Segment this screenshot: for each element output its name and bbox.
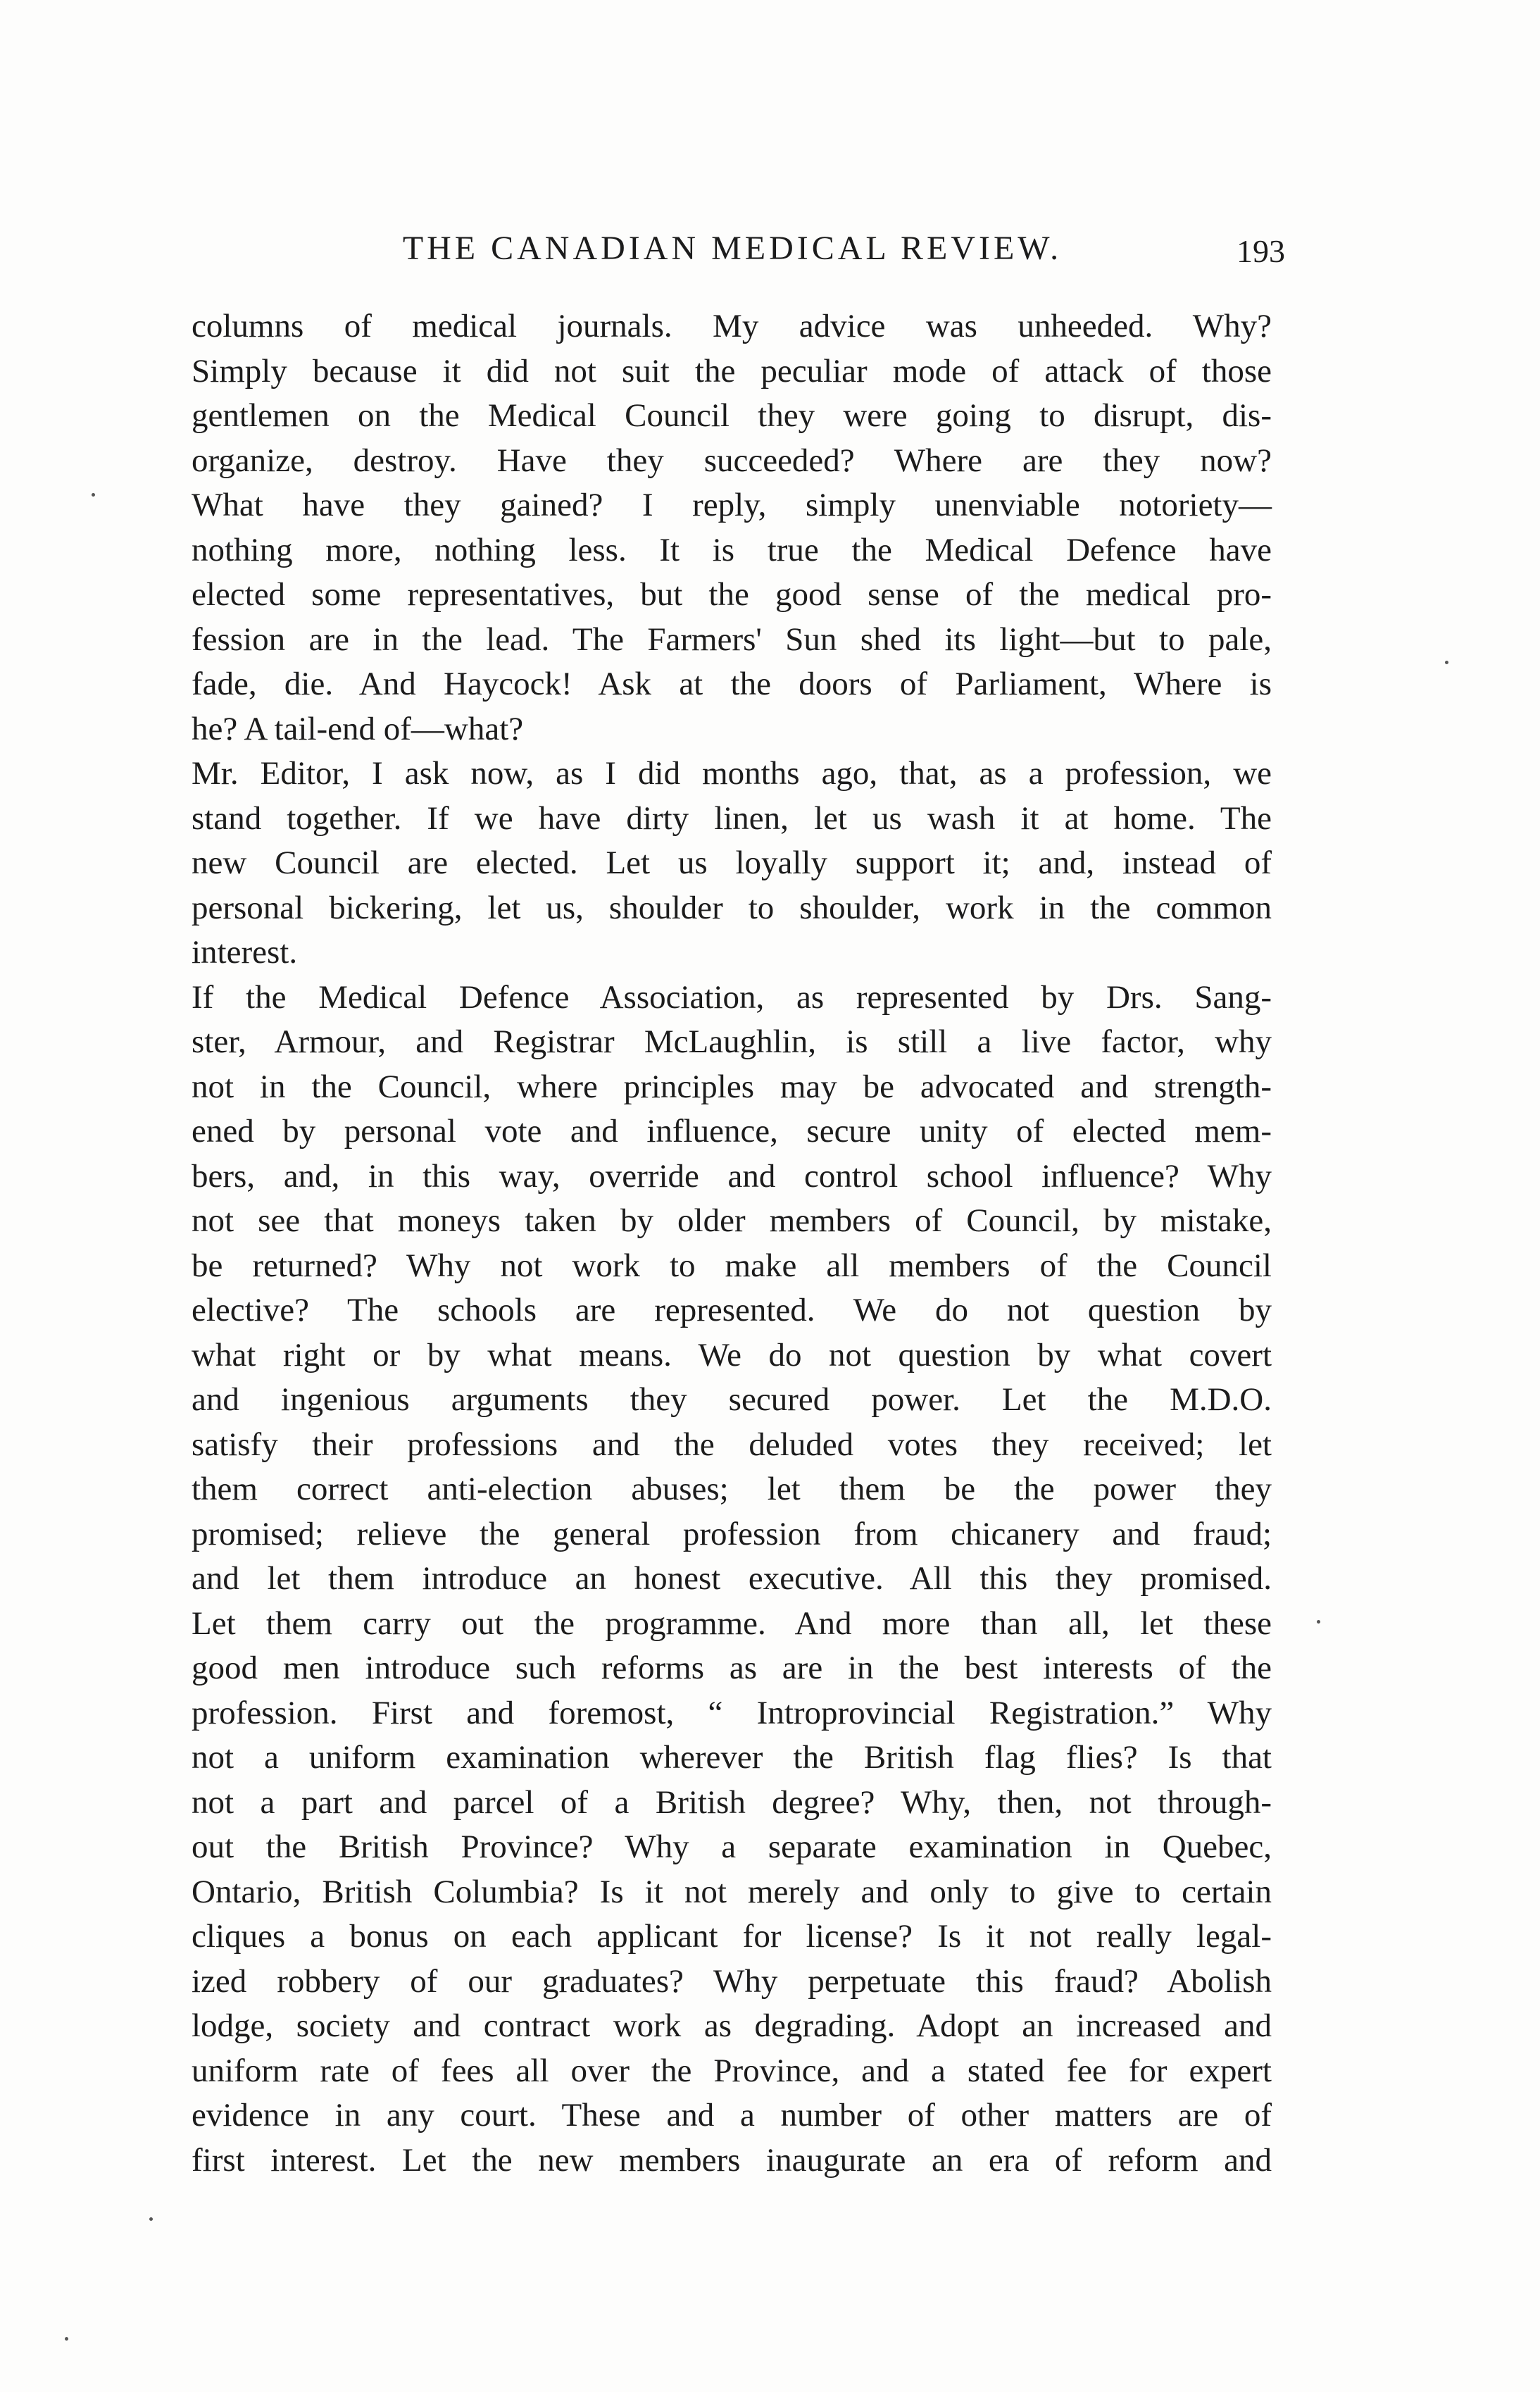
body-text — [192, 304, 1272, 2183]
text-line: What have they gained? I reply, simply unenviable notoriety— — [192, 487, 1272, 523]
text-line: and let them introduce an honest executive. All this they promised. — [192, 1560, 1272, 1597]
text-line: be returned? Why not work to make all members of the Council — [192, 1247, 1272, 1284]
text-line: uniform rate of fees all over the Province, and a stated fee for expert — [192, 2052, 1272, 2089]
text-line: he? A tail-end of—what? — [192, 710, 524, 747]
text-line: stand together. If we have dirty linen, let us wash it at home. The — [192, 799, 1272, 837]
page-number: 193 — [1237, 233, 1285, 269]
text-line: columns of medical journals. My advice was unheeded. Why? — [192, 308, 1272, 344]
print-speck — [149, 2217, 153, 2221]
text-line: fade, die. And Haycock! Ask at the doors of Parliament, Where is — [192, 666, 1272, 702]
text-line: ized robbery of our graduates? Why perpetuate this fraud? Abolish — [192, 1962, 1272, 2000]
print-speck — [1445, 661, 1448, 664]
text-line: elective? The schools are represented. We do not question by — [192, 1292, 1272, 1328]
journal-title: THE CANADIAN MEDICAL REVIEW. — [402, 230, 1063, 267]
print-speck — [92, 493, 95, 497]
text-line: evidence in any court. These and a number of other matters are of — [192, 2097, 1272, 2134]
text-line: Mr. Editor, I ask now, as I did months ago, that, as a profession, we — [192, 755, 1272, 792]
text-line: satisfy their professions and the deluded votes they received; let — [192, 1426, 1272, 1463]
text-line: them correct anti-election abuses; let them be the power they — [192, 1471, 1272, 1507]
text-line: gentlemen on the Medical Council they were going to disrupt, dis- — [192, 397, 1272, 434]
text-line: nothing more, nothing less. It is true the Medical Defence have — [192, 531, 1272, 568]
text-line: lodge, society and contract work as degrading. Adopt an increased and — [192, 2007, 1272, 2044]
text-line: interest. — [192, 934, 298, 971]
text-line: not a uniform examination wherever the British flag flies? Is that — [192, 1739, 1272, 1776]
text-line: ened by personal vote and influence, secure unity of elected mem- — [192, 1113, 1272, 1150]
running-head — [190, 224, 1285, 273]
text-line: promised; relieve the general profession from chicanery and fraud; — [192, 1515, 1272, 1552]
print-speck — [1317, 1620, 1320, 1624]
text-line: elected some representatives, but the good sense of the medical pro- — [192, 576, 1272, 613]
text-line: cliques a bonus on each applicant for license? Is it not really legal- — [192, 1918, 1272, 1955]
text-line: first interest. Let the new members inaugurate an era of reform and — [192, 2141, 1272, 2179]
text-line: organize, destroy. Have they succeeded? Where are they now? — [192, 442, 1272, 479]
text-line: new Council are elected. Let us loyally support it; and, instead of — [192, 845, 1272, 881]
text-line: Simply because it did not suit the peculiar mode of attack of those — [192, 352, 1272, 390]
text-line: not a part and parcel of a British degree? Why, then, not through- — [192, 1783, 1272, 1821]
text-line: bers, and, in this way, override and control school influence? Why — [192, 1157, 1272, 1195]
text-line: out the British Province? Why a separate examination in Quebec, — [192, 1829, 1272, 1865]
text-line: Ontario, British Columbia? Is it not merely and only to give to certain — [192, 1873, 1272, 1910]
print-speck — [65, 2337, 68, 2341]
text-line: ster, Armour, and Registrar McLaughlin, is still a live factor, why — [192, 1023, 1272, 1060]
text-line: not see that moneys taken by older members of Council, by mistake, — [192, 1202, 1272, 1239]
text-line: not in the Council, where principles may be advocated and strength- — [192, 1068, 1272, 1105]
text-line: and ingenious arguments they secured power. Let the M.D.O. — [192, 1381, 1272, 1418]
text-line: personal bickering, let us, shoulder to shoulder, work in the common — [192, 889, 1272, 926]
text-line: profession. First and foremost, “ Introprovincial Registration.” Why — [192, 1694, 1272, 1731]
text-line: what right or by what means. We do not question by what covert — [192, 1336, 1272, 1373]
text-line: If the Medical Defence Association, as represented by Drs. Sang- — [192, 978, 1272, 1016]
text-line: Let them carry out the programme. And more than all, let these — [192, 1605, 1272, 1642]
text-line: fession are in the lead. The Farmers' Sun shed its light—but to pale, — [192, 621, 1272, 658]
text-line: good men introduce such reforms as are in the best interests of the — [192, 1650, 1272, 1686]
